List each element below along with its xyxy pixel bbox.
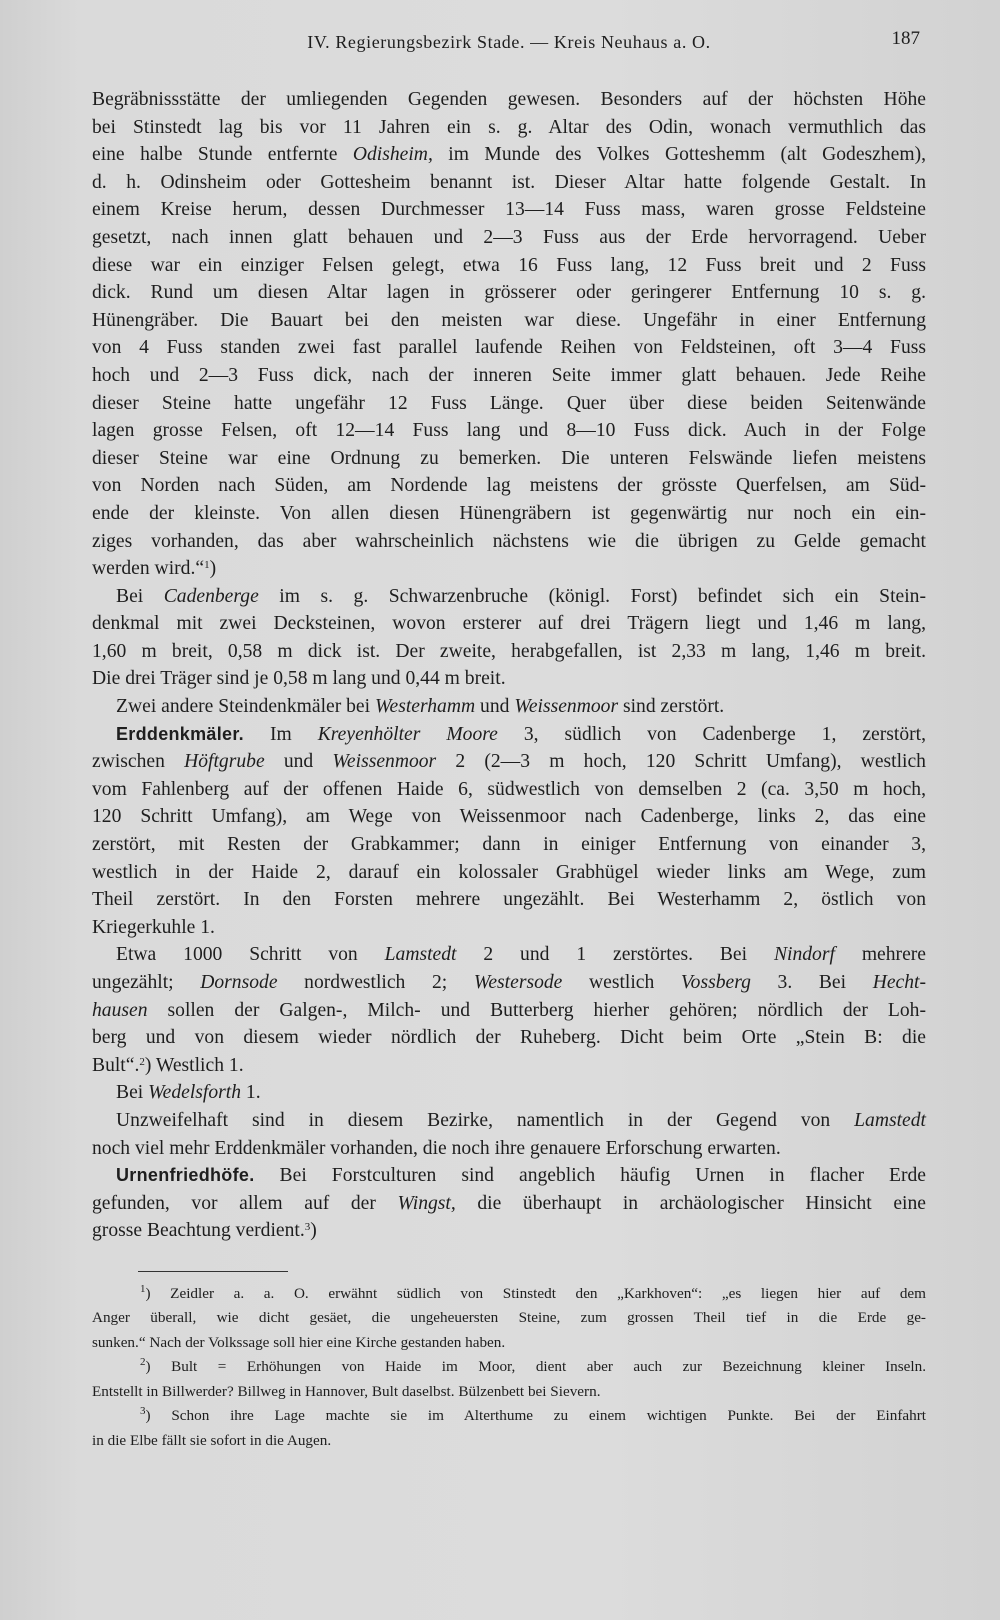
text-line: Die drei Träger sind je 0,58 m lang und 0,44 m breit. [92, 668, 506, 690]
text-line: 120 Schritt Umfang), am Wege von Weissenmoor nach Cadenberge, links 2, das eine [92, 806, 926, 828]
text-line: Etwa 1000 Schritt von Lamstedt 2 und 1 zerstörtes. Bei Nindorf mehrere [116, 944, 926, 966]
footnote-1-cont: sunken.“ Nach der Volkssage soll hier eine Kirche gestanden haben. [92, 1333, 506, 1351]
text-line: Bult“.$^2$) Westlich 1. [92, 1054, 244, 1076]
running-header [98, 26, 920, 56]
text-line: zwischen Höftgrube und Weissenmoor 2 (2—3 m hoch, 120 Schritt Umfang), westlich [92, 751, 926, 773]
footnote-1: $^1$) Zeidler a. a. O. erwähnt südlich von Stinstedt den „Karkhoven“: „es liegen hier auf dem [140, 1282, 926, 1302]
text-line: d. h. Odinsheim oder Gottesheim benannt ist. Dieser Altar hatte folgende Gestalt. In [92, 171, 926, 193]
page-number: 187 [891, 28, 920, 49]
text-line: Bei Wedelsforth 1. [116, 1082, 261, 1104]
text-line: 1,60 m breit, 0,58 m dick ist. Der zweite, herabgefallen, ist 2,33 m lang, 1,46 m breit. [92, 640, 926, 662]
text-line: zerstört, mit Resten der Grabkammer; dann in einiger Entfernung von einander 3, [92, 834, 926, 856]
footnote-ref: 3 [304, 1221, 311, 1234]
footnote-3-cont: in die Elbe fällt sie sofort in die Augen. [92, 1431, 332, 1449]
text-line: bei Stinstedt lag bis vor 11 Jahren ein s. g. Altar des Odin, wonach vermuthlich das [92, 116, 926, 138]
text-line: Erddenkmäler. Im Kreyenhölter Moore 3, südlich von Cadenberge 1, zerstört, [116, 723, 926, 745]
text-line: hoch und 2—3 Fuss dick, nach der inneren Seite immer glatt behauen. Jede Reihe [92, 364, 926, 386]
text-line: Begräbnissstätte der umliegenden Gegenden gewesen. Besonders auf der höchsten Höhe [92, 89, 926, 110]
text-line: dieser Steine war eine Ordnung zu bemerken. Die unteren Felswände liefen meistens [92, 447, 926, 469]
text-line: dick. Rund um diesen Altar lagen in grösserer oder geringerer Entfernung 10 s. g. [92, 282, 926, 304]
text-line: Zwei andere Steindenkmäler bei Westerhamm und Weissenmoor sind zerstört. [116, 696, 725, 718]
text-line: hausen sollen der Galgen-, Milch- und Butterberg hierher gehören; nördlich der Loh- [92, 999, 926, 1021]
text-line: einem Kreise herum, dessen Durchmesser 13—14 Fuss mass, waren grosse Feldsteine [92, 199, 926, 221]
text-line: von 4 Fuss standen zwei fast parallel laufende Reihen von Feldsteinen, oft 3—4 Fuss [92, 337, 926, 359]
footnote-2-cont: Entstellt in Billwerder? Billweg in Hannover, Bult daselbst. Bülzenbett bei Sievern. [92, 1382, 601, 1400]
footnote-2: $^2$) Bult = Erhöhungen von Haide im Moor, dient aber auch zur Bezeichnung kleiner Inseln. [140, 1356, 926, 1376]
text-line: gesetzt, nach innen glatt behauen und 2—3 Fuss aus der Erde hervorragend. Ueber [92, 226, 926, 248]
text-line: Unzweifelhaft sind in diesem Bezirke, namentlich in der Gegend von Lamstedt [116, 1109, 926, 1131]
text-line: eine halbe Stunde entfernte Odisheim, im Munde des Volkes Gotteshemm (alt Godeszhem), [92, 144, 927, 166]
footnote-ref: 1 [204, 559, 210, 572]
text-line: noch viel mehr Erddenkmäler vorhanden, die noch ihre genauere Erforschung erwarten. [92, 1137, 781, 1159]
footnote-1-cont: Anger überall, wie dicht gesäet, die ungeheuersten Steine, zum grossen Theil tief in die Erde ge- [92, 1309, 926, 1327]
text-line: Bei Cadenberge im s. g. Schwarzenbruche (königl. Forst) befindet sich ein Stein- [116, 585, 926, 607]
text-line: lagen grosse Felsen, oft 12—14 Fuss lang und 8—10 Fuss dick. Auch in der Folge [92, 420, 926, 442]
footnote-rule [138, 1271, 288, 1272]
footnote-ref: 2 [139, 1055, 145, 1068]
text-line: vom Fahlenberg auf der offenen Haide 6, südwestlich von demselben 2 (ca. 3,50 m hoch, [92, 778, 926, 800]
text-line: Kriegerkuhle 1. [92, 916, 215, 938]
text-line: Theil zerstört. In den Forsten mehrere ungezählt. Bei Westerhamm 2, östlich von [92, 889, 926, 911]
text-line: Urnenfriedhöfe. Bei Forstculturen sind angeblich häufig Urnen in flacher Erde [116, 1165, 926, 1187]
text-line: berg und von diesem wieder nördlich der Ruheberg. Dicht beim Orte „Stein B: die [92, 1027, 926, 1049]
text-line: werden wird.“$^1$) [92, 558, 217, 580]
text-line: grosse Beachtung verdient.$^3$) [92, 1220, 317, 1242]
text-line: ziges vorhanden, das aber wahrscheinlich nächstens wie die übrigen zu Gelde gemacht [92, 530, 926, 552]
text-line: ende der kleinste. Von allen diesen Hünengräbern ist gegenwärtig nur noch ein ein- [92, 502, 926, 524]
footnote-3: $^3$) Schon ihre Lage machte sie im Alterthume zu einem wichtigen Punkte. Bei der Einfahrt [140, 1405, 926, 1425]
header-title: IV. Regierungsbezirk Stade. — Kreis Neuhaus a. O. [307, 32, 711, 52]
text-line: von Norden nach Süden, am Nordende lag meistens der grösste Querfelsen, am Süd- [92, 475, 926, 497]
text-line: diese war ein einziger Felsen gelegt, etwa 16 Fuss lang, 12 Fuss breit und 2 Fuss [92, 254, 926, 276]
text-line: Hünengräber. Die Bauart bei den meisten war diese. Ungefähr in einer Entfernung [92, 309, 926, 331]
text-line: ungezählt; Dornsode nordwestlich 2; Westersode westlich Vossberg 3. Bei Hecht- [92, 972, 926, 993]
footnotes [92, 1282, 926, 1454]
text-line: dieser Steine hatte ungefähr 12 Fuss Länge. Quer über diese beiden Seitenwände [92, 392, 926, 414]
section-heading-urnenfriedhoefe: Urnenfriedhöfe. [116, 1165, 255, 1186]
section-heading-erddenkmaeler: Erddenkmäler. [116, 723, 244, 744]
main-text [92, 86, 926, 1453]
text-line: denkmal mit zwei Decksteinen, wovon ersterer auf drei Trägern liegt und 1,46 m lang, [92, 613, 926, 635]
text-line: westlich in der Haide 2, darauf ein kolossaler Grabhügel wieder links am Wege, zum [92, 861, 926, 883]
text-line: gefunden, vor allem auf der Wingst, die überhaupt in archäologischer Hinsicht eine [92, 1192, 926, 1214]
